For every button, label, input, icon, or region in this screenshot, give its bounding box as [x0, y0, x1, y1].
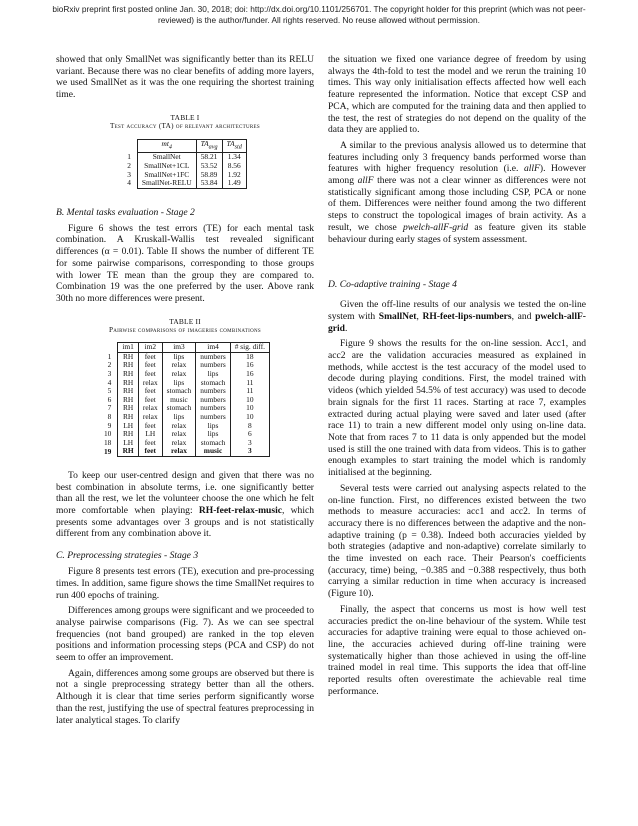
section-heading: D. Co-adaptive training - Stage 4 [328, 279, 457, 291]
table-row: 19 RH feet relax music 3 [100, 447, 270, 456]
preprint-banner: bioRxiv preprint first posted online Jan. 30, 2018; doi: http://dx.doi.org/10.1101/256701. The copyright holder for this preprint (which was not peer-reviewed) is the author/funder. All rights reserved. No reuse allowed without permission. [52, 4, 586, 25]
table-row: 2 RH feet relax numbers 16 [100, 361, 270, 370]
table-header: $TA_{std}$ [222, 140, 246, 153]
paragraph: Differences among groups were significant and we proceeded to analyse pairwise comparisons (Fig. 7). As we can see spectral frequencies (not band grouped) are ranked in the top eleven positions and information processing steps (PCA and CSP) do not seem to offer an improvement. [56, 605, 314, 664]
paragraph: Figure 8 presents test errors (TE), execution and pre-processing times. In addition, same figure shows the time SmallNet requires to run 400 epochs of training. [56, 566, 314, 601]
paragraph: the situation we fixed one variance degree of freedom by using always the 4th-fold to test the model and we rerun the training 10 times. This way only initialisation effects affected how well each feature represented the information. Notice that except CSP and PCA, which are computed for the training data and then applied to the test, the rest of strategies do not depend on the quality of the data they are applied to. [328, 54, 586, 136]
table-row: 4 RH relax lips stomach 11 [100, 379, 270, 388]
table-accuracy [123, 139, 247, 188]
table-row: 2 SmallNet+1CL 53.52 8.56 [123, 162, 246, 171]
table-row: 1 RH feet lips numbers 18 [100, 352, 270, 361]
table-header: $TA_{avg}$ [196, 140, 222, 153]
right-column [328, 54, 586, 697]
table-row: 3 RH feet relax lips 16 [100, 370, 270, 379]
table-row: 9 LH feet relax lips 8 [100, 422, 270, 431]
paragraph: Figure 9 shows the results for the on-line session. Acc1, and acc2 are the validation accuracies measured as explained in methods, while acctest is the test accuracy of the model used to decode during playing conditions. First, the model trained with videos (which yielded 54.5% of test accuracy) was used to decode brain signals for the first 11 races. Starting at race 7, examples extracted during actual playing were saved and later used (after race 11) to train a new different model only using on-line data. Note that from races 7 to 11 data is only appended but the model used is still the one trained with data from videos. This is to gather enough examples to start training the model which is randomly initialised at the beginning. [328, 338, 586, 479]
paragraph: Several tests were carried out analysing aspects related to the on-line function. First, no differences existed between the two methods to measure accuracies: acc1 and acc2. In terms of accuracy there is no differences between the adaptive and the non-adaptive training (p = 0.38). Indeed both accuracies yielded by both strategies (adaptive and non-adaptive) correlate similarly to the time invested on each race. Their Pearson's coefficients (accuracy, time) being, −0.385 and −0.388 respectively, thus both carrying a similar reduction in time when accuracy is increased (Figure 10). [328, 482, 586, 600]
table-header: $mt_4$ [137, 140, 196, 153]
table-row: 10 RH LH relax lips 6 [100, 430, 270, 439]
paragraph: Figure 6 shows the test errors (TE) for each mental task combination. A Kruskall-Wallis test revealed significant differences (α = 0.01). Table II shows the number of different TE for some pairwise comparisons, corresponding to those groups with lower TE mean than the group they are compared to. Combination 19 was the one preferred by the user. Above rank 30th no more differences were present. [56, 222, 314, 304]
paragraph: Finally, the aspect that concerns us most is how well test accuracies predict the on-line behaviour of the system. While test accuracies for adaptive training were equal to those achieved on-line, the accuracies achieved during off-line training were systematically higher than those achieved in using the off-line trained model in real time. This supports the idea that off-line reported results often overestimate the achievable real time performance. [328, 603, 586, 697]
table-pairwise: im1 im2 im3 im4 # sig. diff. 1 RH feet lips numbers 18 2 RH feet relax numbers 16 3 RH feet relax lips 16 4 RH relax lips stomach 11 5 RH feet stomach numbers 11 6 RH feet music numbers 10 7 RH relax stomach numbers 10 8 RH relax lips numbers 10 9 LH feet relax lips 8 10 RH LH relax lips 6 18 LH feet relax stomach 3 19 RH feet relax music 3 [100, 342, 270, 457]
paragraph: A similar to the previous analysis allowed us to determine that features including only 3 frequency bands performed worse than features with higher frequency resolution (i.e. allF). However among allF there was not a clear winner as differences were not statistically significant among those including CSP, PCA or none of them. Differences were neither found among the two different steps to construct the topological images of brain activity. As a result, we chose pwelch-allF-grid as feature given its stable behaviour during early stages of system assessment. [328, 139, 587, 245]
table-row: 3 SmallNet+1FC 58.89 1.92 [123, 171, 246, 180]
paragraph: Again, differences among some groups are observed but there is not a single preprocessing strategy better than all the others. Although it is clear that time series perform significantly worse than the rest, justifying the use of spectral features preprocessing in later analytical stages. To clarify [56, 667, 314, 726]
section-heading: C. Preprocessing strategies - Stage 3 [56, 550, 199, 562]
section-heading: B. Mental tasks evaluation - Stage 2 [56, 206, 195, 218]
paragraph: showed that only SmallNet was significantly better than its RELU variant. Because there was no clear benefits of adding more layers, we used SmallNet as it was the one requiring the shortest training time. [56, 54, 314, 101]
table-row: 4 SmallNet-RELU 53.84 1.49 [123, 179, 246, 188]
table-caption: Pairwise comparisons of imageries combinations [108, 326, 262, 335]
paragraph: To keep our user-centred design and given that there was no best combination in absolute terms, i.e. one significantly better than all the rest, we let the volunteer choose the one which he felt more comfortable when playing: RH-feet-relax-music, which presents some advantages over 3 groups and is not statistically different from any combination above it. [56, 469, 314, 540]
table-caption: Test accuracy (TA) of relevant architectures [109, 122, 260, 131]
table-row: 18 LH feet relax stomach 3 [100, 439, 270, 448]
table-row: 5 RH feet stomach numbers 11 [100, 387, 270, 396]
left-column [56, 54, 314, 726]
table-row: 1 SmallNet 58.21 1.34 [123, 153, 246, 162]
table-label: TABLE II [169, 316, 201, 326]
table-row: 7 RH relax stomach numbers 10 [100, 404, 270, 413]
table-row: 6 RH feet music numbers 10 [100, 396, 270, 405]
paragraph: Given the off-line results of our analysis we tested the on-line system with SmallNet, RH-feet-lips-numbers, and pwelch-allF-grid. [328, 299, 586, 334]
table-label: TABLE I [170, 112, 200, 122]
table-row: 8 RH relax lips numbers 10 [100, 413, 270, 422]
